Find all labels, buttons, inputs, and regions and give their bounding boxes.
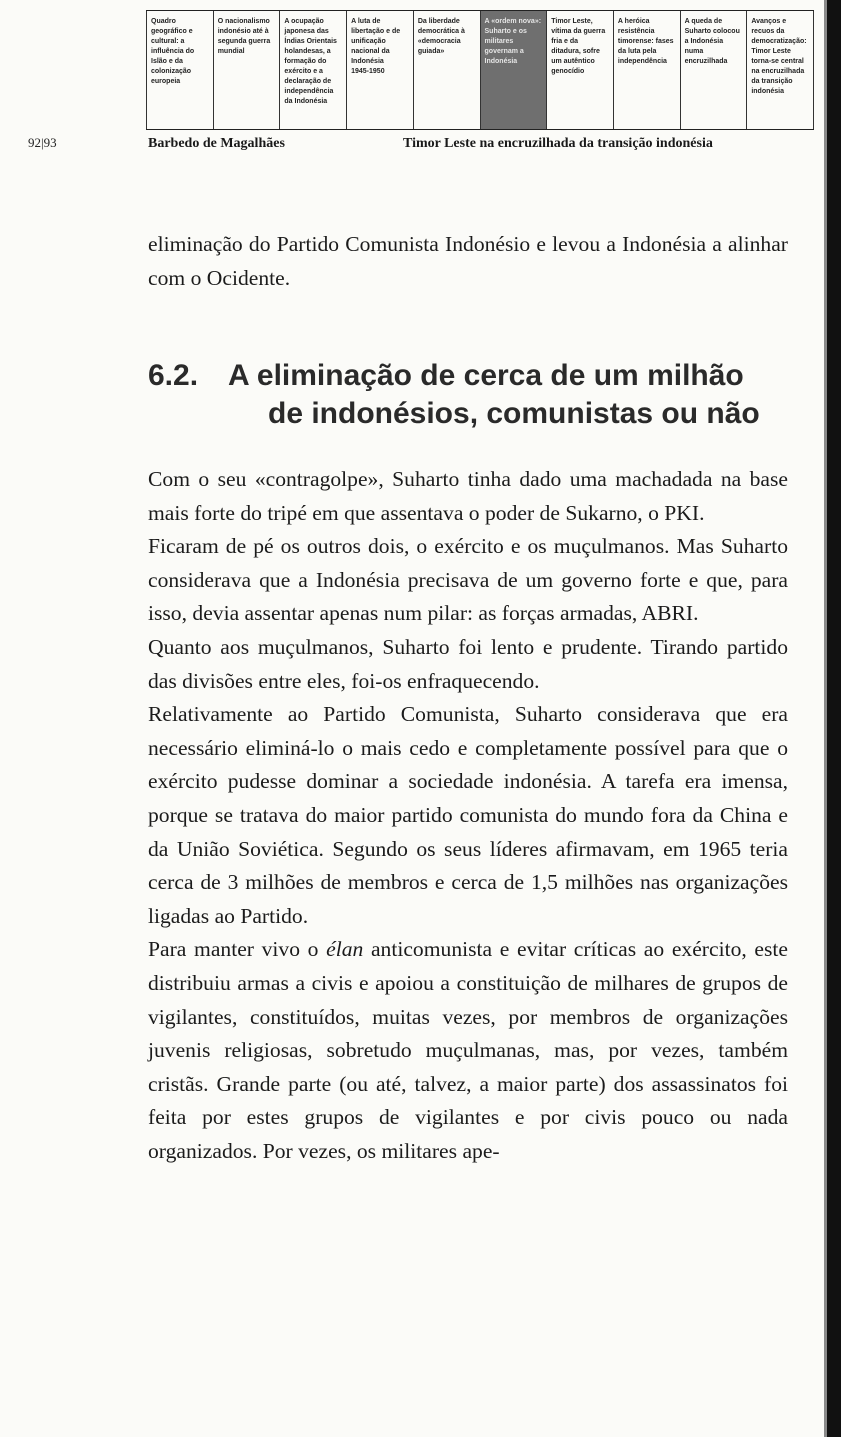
paragraph: Com o seu «contragolpe», Suharto tinha dado uma machadada na base mais forte do tripé em que assentava o poder de Sukarno, o PKI. (148, 467, 788, 525)
timeline-cell-current: A «ordem nova»: Suharto e os militares governam a Indonésia (480, 11, 547, 129)
section-heading (148, 357, 798, 433)
paragraph-last (148, 933, 788, 1168)
timeline-cell: A queda de Suharto colocou a Indonésia numa encruzilhada (680, 11, 747, 129)
intro-paragraph: eliminação do Partido Comunista Indonésio e levou a Indonésia a alinhar com o Ocidente. (148, 232, 788, 290)
running-head-title: Timor Leste na encruzilhada da transição indonésia (403, 136, 713, 151)
page-number: 92|93 (28, 135, 57, 150)
timeline-cell: Timor Leste, vítima da guerra fria e da ditadura, sofre um autêntico genocídio (546, 11, 613, 129)
main-text (148, 463, 788, 1168)
show-through (148, 295, 788, 321)
timeline-cell: O nacionalismo indonésio até à segunda guerra mundial (213, 11, 280, 129)
timeline-cell: Avanços e recuos da democratização: Timor Leste torna-se central na encruzilhada da transição indonésia (746, 11, 814, 129)
timeline-cell: A luta de libertação e de unificação nacional da Indonésia 1945-1950 (346, 11, 413, 129)
chapter-timeline (146, 10, 814, 130)
intro-text (148, 228, 788, 295)
page-edge (827, 0, 841, 1437)
text-run: anticomunista e evitar críticas ao exército, este distribuiu armas a civis e apoiou a constituição de milhares de grupos de vigilantes, constituídos, muitas vezes, por membros de organizações juvenis religiosas, sobretudo muçulmanas, mas, por vezes, também cristãs. Grande parte (ou até, talvez, a maior parte) dos assassinatos foi feita por estes grupos de vigilantes e por civis pouco ou nada organizados. Por vezes, os militares ape- (148, 937, 788, 1163)
timeline-cell: A ocupação japonesa das Índias Orientais holandesas, a formação do exército e a declaração de independência da Indonésia (279, 11, 346, 129)
timeline-cell: Quadro geográfico e cultural: a influência do Islão e da colonização europeia (146, 11, 213, 129)
paragraph: Relativamente ao Partido Comunista, Suharto considerava que era necessário eliminá-lo o mais cedo e completamente possível para que o exército pudesse dominar a sociedade indonésia. A tarefa era imensa, porque se tratava do maior partido comunista do mundo fora da China e da União Soviética. Segundo os seus líderes afirmavam, em 1965 teria cerca de 3 milhões de membros e cerca de 1,5 milhões nas organizações ligadas ao Partido. (148, 702, 788, 928)
section-title-line1: A eliminação de cerca de um milhão (228, 359, 744, 392)
timeline-cell: Da liberdade democrática à «democracia guiada» (413, 11, 480, 129)
paragraph: Quanto aos muçulmanos, Suharto foi lento e prudente. Tirando partido das divisões entre eles, foi-os enfraquecendo. (148, 634, 788, 693)
text-run: Para manter vivo o (148, 937, 327, 962)
paragraph: Ficaram de pé os outros dois, o exército e os muçulmanos. Mas Suharto considerava que a Indonésia precisava de um governo forte e que, para isso, devia assentar apenas num pilar: as forças armadas, ABRI. (148, 534, 788, 626)
section-number: 6.2. (148, 359, 199, 392)
page-edge-shadow (824, 0, 827, 1437)
timeline-cell: A heróica resistência timorense: fases da luta pela independência (613, 11, 680, 129)
italic-term: élan (326, 937, 364, 962)
running-head-author: Barbedo de Magalhães (148, 136, 285, 151)
section-title-line2: de indonésios, comunistas ou não (268, 397, 760, 430)
